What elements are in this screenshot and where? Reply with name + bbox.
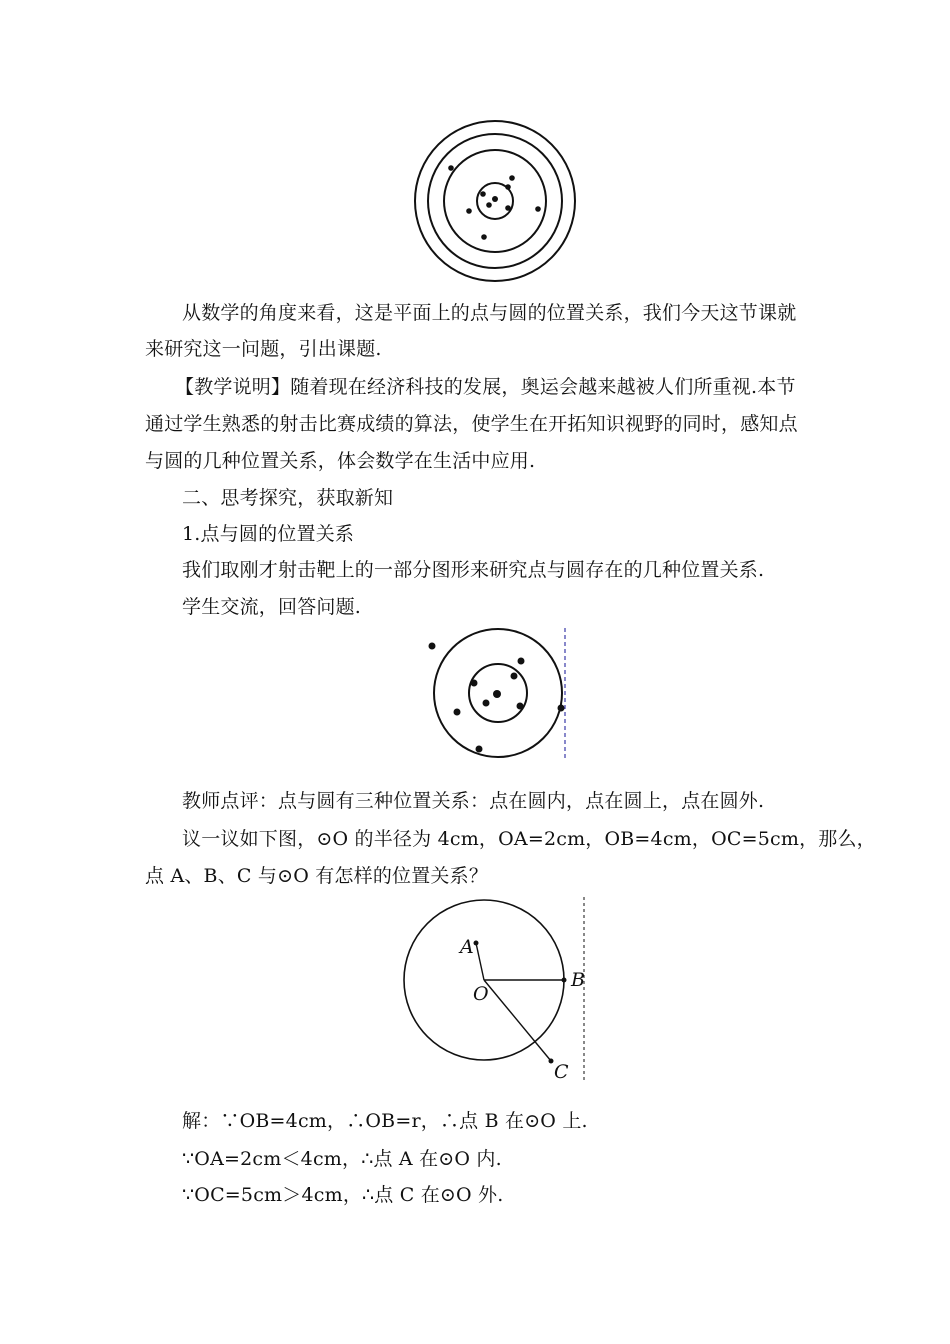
para-students: 学生交流，回答问题.: [182, 596, 362, 618]
shot-point: [486, 202, 492, 208]
shot-point: [518, 658, 525, 665]
circle-o-figure: [400, 895, 595, 1085]
point-c-dot: [549, 1059, 554, 1064]
solution-line-1: 解：∵OB=4cm，∴OB=r，∴点 B 在⊙O 上.: [182, 1110, 588, 1132]
segment-oa: [476, 943, 484, 980]
para-intro-line-2: 来研究这一问题，引出课题.: [145, 338, 382, 360]
shot-point: [471, 680, 478, 687]
shot-point: [480, 191, 486, 197]
shot-point: [466, 208, 472, 214]
shot-point: [483, 700, 490, 707]
segment-oc: [484, 980, 551, 1061]
para-explore: 我们取刚才射击靶上的一部分图形来研究点与圆存在的几种位置关系.: [182, 559, 765, 581]
shot-point: [448, 165, 454, 171]
shot-point: [493, 690, 501, 698]
shot-point: [505, 205, 511, 211]
shot-point: [558, 705, 565, 712]
label-o: O: [473, 983, 489, 1005]
shot-point: [429, 643, 436, 650]
shot-point: [517, 703, 524, 710]
teacher-comment: 教师点评：点与圆有三种位置关系：点在圆内，点在圆上，点在圆外.: [182, 790, 765, 812]
point-a-dot: [474, 941, 479, 946]
shot-point: [509, 175, 515, 181]
point-b-dot: [562, 978, 567, 983]
shot-point: [481, 234, 487, 240]
shooting-target-figure: [410, 116, 580, 286]
label-a: A: [460, 936, 474, 958]
teaching-note-line-1: 【教学说明】随着现在经济科技的发展，奥运会越来越被人们所重视.本节: [175, 376, 796, 398]
subsection-heading: 1.点与圆的位置关系: [182, 523, 355, 545]
shot-point: [505, 184, 511, 190]
partial-target-figure: [420, 626, 580, 761]
label-b: B: [571, 969, 585, 991]
section-heading: 二、思考探究，获取新知: [182, 487, 394, 509]
question-line-2: 点 A、B、C 与⊙O 有怎样的位置关系？: [145, 865, 489, 887]
shot-point: [476, 746, 483, 753]
shot-point: [492, 196, 498, 202]
teaching-note-line-2: 通过学生熟悉的射击比赛成绩的算法，使学生在开拓知识视野的同时，感知点: [145, 413, 798, 435]
solution-line-3: ∵OC=5cm＞4cm，∴点 C 在⊙O 外.: [182, 1184, 504, 1206]
solution-line-2: ∵OA=2cm＜4cm，∴点 A 在⊙O 内.: [182, 1148, 502, 1170]
question-line-1: 议一议如下图，⊙O 的半径为 4cm，OA=2cm，OB=4cm，OC=5cm，那么，: [182, 828, 876, 850]
label-c: C: [554, 1061, 569, 1083]
shot-point: [511, 673, 518, 680]
shot-point: [454, 709, 461, 716]
teaching-note-line-3: 与圆的几种位置关系，体会数学在生活中应用.: [145, 450, 536, 472]
para-intro-line-1: 从数学的角度来看，这是平面上的点与圆的位置关系，我们今天这节课就: [182, 302, 797, 324]
shot-point: [535, 206, 541, 212]
